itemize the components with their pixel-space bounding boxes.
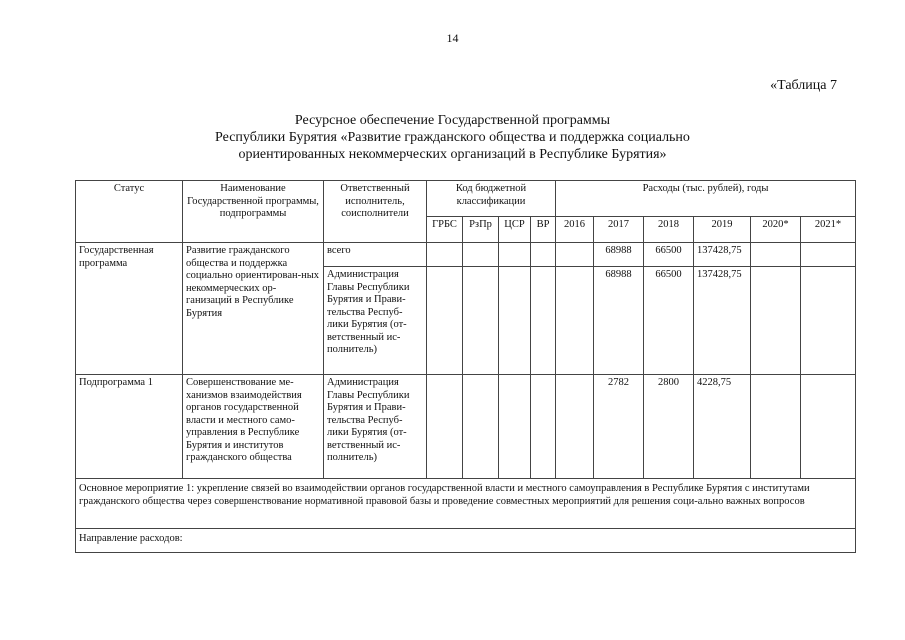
gp-total-label: всего xyxy=(324,243,427,267)
header-2019: 2019 xyxy=(694,217,751,243)
gp-status: Государственная программа xyxy=(76,243,183,375)
sp1-status: Подпрограмма 1 xyxy=(76,375,183,479)
header-expenses: Расходы (тыс. рублей), годы xyxy=(556,181,856,217)
page-number: 14 xyxy=(446,31,459,45)
header-executor: Ответственный исполнитель, соисполнители xyxy=(324,181,427,243)
main-event-row: Основное мероприятие 1: укрепление связей во взаимодействии органов государственной власти и местного самоуправления в Республике Бурятия с институтами гражданского общества через совершенствование нормативной правовой базы и проведение совместных мероприятий для решения соци-ально важных вопросов xyxy=(76,479,856,529)
title-line-1: Ресурсное обеспечение Государственной программы xyxy=(294,113,611,128)
gp-total-2018: 66500 xyxy=(644,243,694,267)
sp1-executor: Администрация Главы Республики Бурятия и Прави-тельства Респуб-лики Бурятия (от-ветственный ис-полнитель) xyxy=(324,375,427,479)
gp-admin-2017: 68988 xyxy=(594,267,644,375)
document-title xyxy=(0,112,905,163)
header-status: Статус xyxy=(76,181,183,243)
header-budget-code: Код бюджетной классификации xyxy=(427,181,556,217)
header-2021: 2021* xyxy=(801,217,856,243)
resource-table xyxy=(75,180,856,553)
header-2017: 2017 xyxy=(594,217,644,243)
header-rzpr: РзПр xyxy=(463,217,499,243)
header-2020: 2020* xyxy=(751,217,801,243)
title-line-3: ориентированных некоммерческих организаций в Республике Бурятия» xyxy=(238,147,667,162)
gp-name: Развитие гражданского общества и поддержка социально ориентирован-ных некоммерческих ор-ганизаций в Республике Бурятия xyxy=(183,243,324,375)
table-reference: «Таблица 7 xyxy=(770,78,837,93)
sp1-name: Совершенствование ме-ханизмов взаимодействия органов государственной власти и местного само-управления в Республике Бурятия и институтов гражданского общества xyxy=(183,375,324,479)
gp-admin-label: Администрация Главы Республики Бурятия и Прави-тельства Респуб-лики Бурятия (от-ветственный ис-полнитель) xyxy=(324,267,427,375)
sp1-2017: 2782 xyxy=(594,375,644,479)
header-vr: ВР xyxy=(531,217,556,243)
header-grbs: ГРБС xyxy=(427,217,463,243)
sp1-2018: 2800 xyxy=(644,375,694,479)
header-2018: 2018 xyxy=(644,217,694,243)
gp-total-2019: 137428,75 xyxy=(694,243,751,267)
gp-admin-2019: 137428,75 xyxy=(694,267,751,375)
gp-total-2017: 68988 xyxy=(594,243,644,267)
header-name: Наименование Государственной программы, подпрограммы xyxy=(183,181,324,243)
title-line-2: Республики Бурятия «Развитие гражданского общества и поддержка социально xyxy=(215,130,690,145)
sp1-2019: 4228,75 xyxy=(694,375,751,479)
header-2016: 2016 xyxy=(556,217,594,243)
gp-admin-2018: 66500 xyxy=(644,267,694,375)
header-csr: ЦСР xyxy=(499,217,531,243)
direction-row: Направление расходов: xyxy=(76,529,856,553)
